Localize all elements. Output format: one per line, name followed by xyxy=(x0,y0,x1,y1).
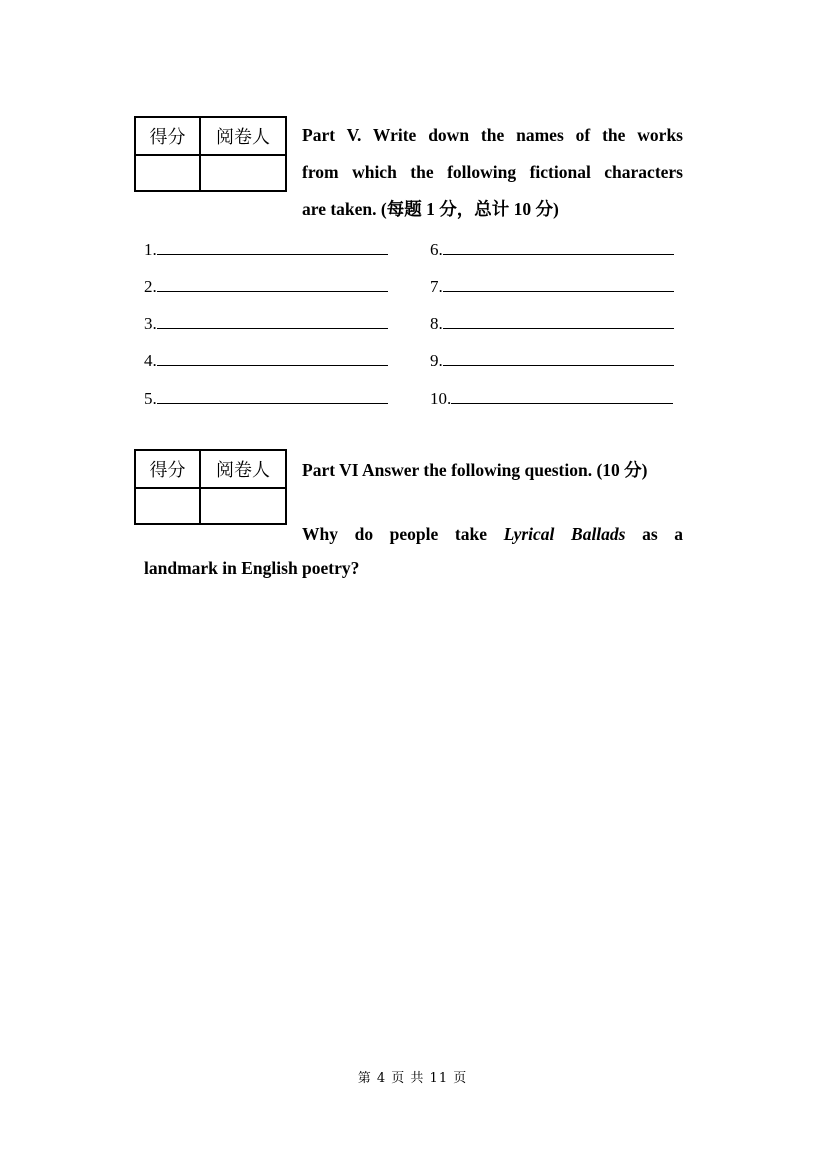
part6-question-line1 xyxy=(302,517,683,551)
score-box-part6 xyxy=(134,449,287,525)
answer-number: 7. xyxy=(430,277,443,296)
answer-blank-4[interactable] xyxy=(144,351,388,371)
answer-blank-7[interactable] xyxy=(430,277,674,297)
question-text-italic: Lyrical Ballads xyxy=(503,524,626,544)
part5-heading-line3: are taken. (每题 1 分，总计 10 分) xyxy=(302,199,559,219)
answer-number: 2. xyxy=(144,277,157,296)
answer-number: 4. xyxy=(144,351,157,370)
answer-blank-6[interactable] xyxy=(430,240,674,260)
answer-number: 6. xyxy=(430,240,443,259)
answer-blank-1[interactable] xyxy=(144,240,388,260)
part5-heading-line2: from which the following fictional characters xyxy=(302,162,683,182)
score-label: 得分 xyxy=(135,450,200,488)
part5-heading-line1: Part V. Write down the names of the works xyxy=(302,125,683,145)
score-box-part5 xyxy=(134,116,287,192)
part6-question-line2: landmark in English poetry? xyxy=(144,558,360,578)
answer-number: 1. xyxy=(144,240,157,259)
question-text-prefix: Why do people take xyxy=(302,524,504,544)
answer-blank-2[interactable] xyxy=(144,277,388,297)
grader-cell[interactable] xyxy=(200,155,286,191)
answer-blank-5[interactable] xyxy=(144,389,388,409)
grader-label: 阅卷人 xyxy=(200,117,286,155)
answer-number: 9. xyxy=(430,351,443,370)
answer-blank-8[interactable] xyxy=(430,314,674,334)
answer-blank-9[interactable] xyxy=(430,351,674,371)
answer-blank-3[interactable] xyxy=(144,314,388,334)
answer-number: 10. xyxy=(430,389,452,408)
answer-blank-10[interactable] xyxy=(430,389,673,409)
grader-label: 阅卷人 xyxy=(200,450,286,488)
answer-number: 5. xyxy=(144,389,157,408)
page-number-footer: 第 4 页 共 11 页 xyxy=(357,1071,468,1086)
question-text-suffix: as a xyxy=(625,524,683,544)
grader-cell[interactable] xyxy=(200,488,286,524)
answer-number: 8. xyxy=(430,314,443,333)
score-cell[interactable] xyxy=(135,155,200,191)
score-cell[interactable] xyxy=(135,488,200,524)
part5-heading xyxy=(302,117,683,228)
answer-number: 3. xyxy=(144,314,157,333)
score-label: 得分 xyxy=(135,117,200,155)
part6-heading: Part VI Answer the following question. (10 分) xyxy=(302,460,648,480)
